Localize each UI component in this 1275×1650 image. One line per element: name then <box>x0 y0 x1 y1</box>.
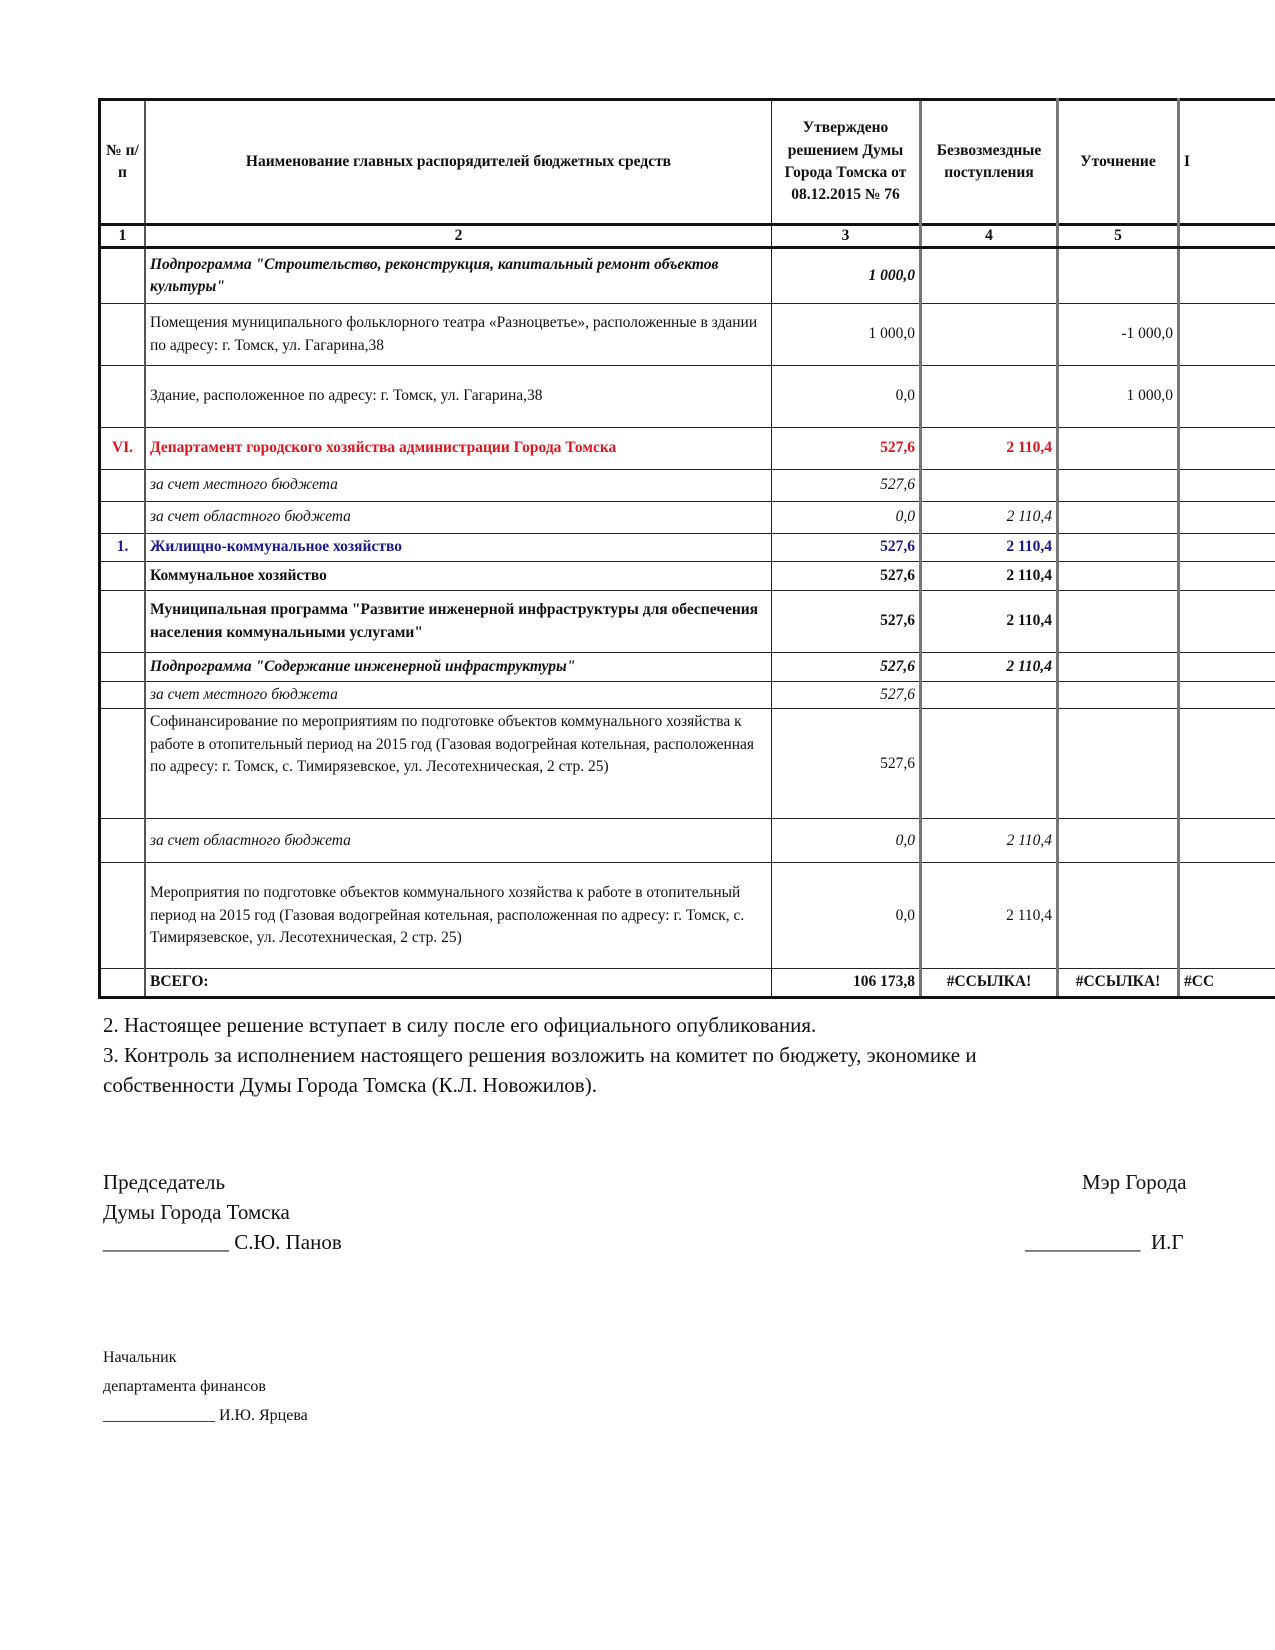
row-refinement: -1 000,0 <box>1058 304 1179 366</box>
row-grants: 2 110,4 <box>921 502 1058 534</box>
col-number: 3 <box>772 225 921 248</box>
row-refinement: 1 000,0 <box>1058 366 1179 428</box>
row-name: Подпрограмма "Строительство, реконструкция, капитальный ремонт объектов культуры" <box>145 248 772 304</box>
row-name: за счет областного бюджета <box>145 819 772 863</box>
col-number: 5 <box>1058 225 1179 248</box>
chair-title-line-1: Председатель <box>103 1170 226 1194</box>
row-refinement <box>1058 709 1179 819</box>
row-refinement <box>1058 248 1179 304</box>
row-col6 <box>1179 591 1275 653</box>
row-name: за счет местного бюджета <box>145 470 772 502</box>
row-approved: 1 000,0 <box>772 304 921 366</box>
table-row <box>100 682 1275 709</box>
row-approved: 527,6 <box>772 682 921 709</box>
budget-table <box>98 98 1275 999</box>
row-grants: 2 110,4 <box>921 863 1058 969</box>
row-name: Помещения муниципального фольклорного театра «Разноцветье», расположенные в здании по адресу: г. Томск, ул. Гагарина,38 <box>145 304 772 366</box>
mayor-signature: ___________ И.Г <box>1025 1230 1184 1254</box>
row-approved: 527,6 <box>772 534 921 562</box>
row-col6 <box>1179 682 1275 709</box>
budget-table-container <box>98 98 1275 999</box>
row-col6 <box>1179 304 1275 366</box>
total-grants-error: #ССЫЛКА! <box>921 969 1058 997</box>
row-col6 <box>1179 366 1275 428</box>
row-col6 <box>1179 819 1275 863</box>
row-col6 <box>1179 502 1275 534</box>
row-num <box>100 819 146 863</box>
row-approved: 1 000,0 <box>772 248 921 304</box>
row-num: 1. <box>100 534 146 562</box>
row-grants: 2 110,4 <box>921 653 1058 682</box>
table-row <box>100 653 1275 682</box>
row-refinement <box>1058 470 1179 502</box>
col-number: 2 <box>145 225 772 248</box>
row-refinement <box>1058 534 1179 562</box>
row-refinement <box>1058 428 1179 470</box>
row-approved: 527,6 <box>772 428 921 470</box>
row-name: Подпрограмма "Содержание инженерной инфраструктуры" <box>145 653 772 682</box>
col-number: 1 <box>100 225 146 248</box>
row-num <box>100 591 146 653</box>
row-col6 <box>1179 863 1275 969</box>
row-approved: 0,0 <box>772 819 921 863</box>
chair-title-line-2: Думы Города Томска <box>103 1200 290 1224</box>
row-num <box>100 682 146 709</box>
row-refinement <box>1058 653 1179 682</box>
row-grants <box>921 304 1058 366</box>
row-num <box>100 366 146 428</box>
row-num <box>100 502 146 534</box>
row-refinement <box>1058 863 1179 969</box>
row-approved: 527,6 <box>772 709 921 819</box>
row-name: Жилищно-коммунальное хозяйство <box>145 534 772 562</box>
row-name: за счет областного бюджета <box>145 502 772 534</box>
table-row <box>100 591 1275 653</box>
row-num <box>100 709 146 819</box>
row-col6 <box>1179 653 1275 682</box>
row-num <box>100 863 146 969</box>
row-refinement <box>1058 591 1179 653</box>
row-col6 <box>1179 428 1275 470</box>
table-row <box>100 502 1275 534</box>
row-approved: 0,0 <box>772 863 921 969</box>
row-approved: 527,6 <box>772 562 921 591</box>
row-refinement <box>1058 502 1179 534</box>
row-col6 <box>1179 534 1275 562</box>
row-num <box>100 562 146 591</box>
paragraph-3-line-1: 3. Контроль за исполнением настоящего решения возложить на комитет по бюджету, экономике и <box>103 1043 977 1067</box>
finance-signature: ______________ И.Ю. Ярцева <box>103 1407 308 1424</box>
table-row <box>100 863 1275 969</box>
mayor-title: Мэр Города <box>1082 1170 1187 1194</box>
row-num <box>100 304 146 366</box>
row-grants <box>921 366 1058 428</box>
row-col6 <box>1179 562 1275 591</box>
header-col6: I <box>1179 100 1275 225</box>
row-grants: 2 110,4 <box>921 591 1058 653</box>
row-grants <box>921 682 1058 709</box>
table-total-row <box>100 969 1275 997</box>
row-grants: 2 110,4 <box>921 534 1058 562</box>
finance-title-line-1: Начальник <box>103 1349 177 1366</box>
finance-title-line-2: департамента финансов <box>103 1378 266 1395</box>
row-grants <box>921 709 1058 819</box>
table-row <box>100 470 1275 502</box>
table-row <box>100 709 1275 819</box>
row-approved: 527,6 <box>772 591 921 653</box>
row-name: Коммунальное хозяйство <box>145 562 772 591</box>
table-header-row <box>100 100 1275 225</box>
paragraph-3-line-2: собственности Думы Города Томска (К.Л. Новожилов). <box>103 1073 597 1097</box>
col-number: 4 <box>921 225 1058 248</box>
chair-signature: ____________ С.Ю. Панов <box>103 1230 342 1254</box>
header-name: Наименование главных распорядителей бюджетных средств <box>145 100 772 225</box>
row-name: Департамент городского хозяйства администрации Города Томска <box>145 428 772 470</box>
row-grants: 2 110,4 <box>921 562 1058 591</box>
row-num <box>100 653 146 682</box>
table-row <box>100 366 1275 428</box>
total-col6-error: #СС <box>1179 969 1275 997</box>
row-name: Муниципальная программа "Развитие инженерной инфраструктуры для обеспечения населения коммунальными услугами" <box>145 591 772 653</box>
header-num: № п/п <box>100 100 146 225</box>
row-grants <box>921 470 1058 502</box>
table-row <box>100 248 1275 304</box>
row-name: за счет местного бюджета <box>145 682 772 709</box>
row-grants: 2 110,4 <box>921 819 1058 863</box>
total-num <box>100 969 146 997</box>
table-row <box>100 428 1275 470</box>
row-refinement <box>1058 682 1179 709</box>
paragraph-2: 2. Настоящее решение вступает в силу после его официального опубликования. <box>103 1013 817 1037</box>
row-num <box>100 248 146 304</box>
header-approved: Утверждено решением Думы Города Томска от 08.12.2015 № 76 <box>772 100 921 225</box>
total-approved: 106 173,8 <box>772 969 921 997</box>
row-num <box>100 470 146 502</box>
row-col6 <box>1179 248 1275 304</box>
row-grants <box>921 248 1058 304</box>
header-grants: Безвозмездные поступления <box>921 100 1058 225</box>
table-row <box>100 534 1275 562</box>
row-refinement <box>1058 562 1179 591</box>
row-approved: 527,6 <box>772 470 921 502</box>
row-col6 <box>1179 709 1275 819</box>
row-approved: 527,6 <box>772 653 921 682</box>
row-num: VI. <box>100 428 146 470</box>
table-body <box>100 248 1275 998</box>
table-row <box>100 819 1275 863</box>
row-refinement <box>1058 819 1179 863</box>
row-grants: 2 110,4 <box>921 428 1058 470</box>
table-row <box>100 562 1275 591</box>
table-row <box>100 304 1275 366</box>
header-refinement: Уточнение <box>1058 100 1179 225</box>
total-refinement-error: #ССЫЛКА! <box>1058 969 1179 997</box>
row-col6 <box>1179 470 1275 502</box>
row-approved: 0,0 <box>772 366 921 428</box>
row-name: Здание, расположенное по адресу: г. Томск, ул. Гагарина,38 <box>145 366 772 428</box>
row-name: Мероприятия по подготовке объектов коммунального хозяйства к работе в отопительный период на 2015 год (Газовая водогрейная котельная, расположенная по адресу: г. Томск, с. Тимирязевское, ул. Лесотехническая, 2 стр. 25) <box>145 863 772 969</box>
col-number <box>1179 225 1275 248</box>
column-number-row <box>100 225 1275 248</box>
row-name: Софинансирование по мероприятиям по подготовке объектов коммунального хозяйства к работе в отопительный период на 2015 год (Газовая водогрейная котельная, расположенная по адресу: г. Томск, с. Тимирязевское, ул. Лесотехническая, 2 стр. 25) <box>145 709 772 819</box>
total-label: ВСЕГО: <box>145 969 772 997</box>
row-approved: 0,0 <box>772 502 921 534</box>
